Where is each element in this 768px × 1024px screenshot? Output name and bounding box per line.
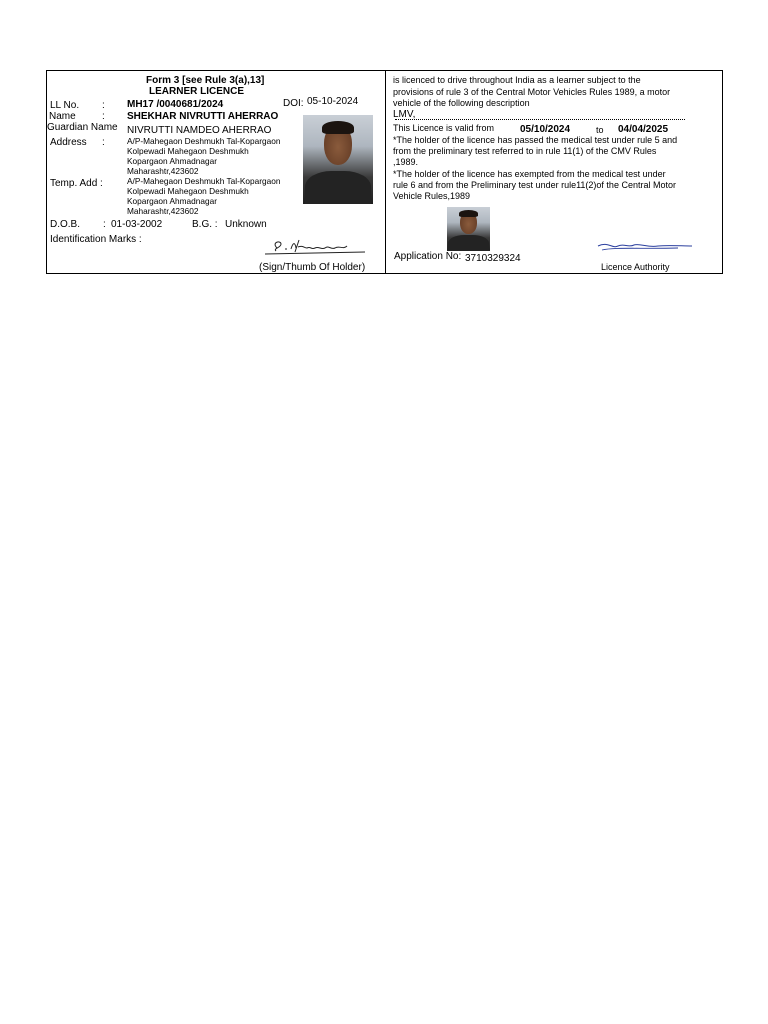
- sign-caption: (Sign/Thumb Of Holder): [259, 262, 366, 273]
- application-no-label: Application No:: [394, 251, 462, 262]
- doi-label: DOI:: [283, 98, 304, 109]
- note1-line: *The holder of the licence has passed the medical test under rule 5 and: [393, 135, 678, 145]
- temp-address-label: Temp. Add :: [50, 178, 103, 189]
- name-colon: :: [102, 111, 105, 122]
- licence-text-line: vehicle of the following description: [393, 98, 530, 108]
- guardian-label: Guardian Name: [47, 122, 118, 133]
- learner-licence-card: [46, 70, 723, 274]
- address-line: Kolpewadi Mahegaon Deshmukh: [127, 146, 249, 156]
- holder-signature: [259, 236, 371, 258]
- valid-to: 04/04/2025: [618, 124, 669, 135]
- valid-to-label: to: [596, 125, 604, 135]
- ll-no-label: LL No.: [50, 100, 80, 111]
- note2-line: *The holder of the licence has exempted from the medical test under: [393, 169, 666, 179]
- note1-line: ,1989.: [393, 157, 419, 167]
- temp-address-line: Kopargaon Ahmadnagar: [127, 196, 217, 206]
- guardian-value: NIVRUTTI NAMDEO AHERRAO: [127, 125, 272, 136]
- valid-from: 05/10/2024: [520, 124, 571, 135]
- valid-label: This Licence is valid from: [393, 123, 495, 133]
- note2-line: Vehicle Rules,1989: [393, 191, 471, 201]
- card-divider: [385, 71, 386, 273]
- authority-signature: [582, 237, 707, 257]
- ll-no-colon: :: [102, 100, 105, 111]
- form-subtitle: LEARNER LICENCE: [149, 86, 245, 97]
- doi-value: 05-10-2024: [307, 96, 359, 107]
- temp-address-line: Maharashtr,423602: [127, 206, 199, 216]
- name-value: SHEKHAR NIVRUTTI AHERRAO: [127, 111, 279, 122]
- dob-label: D.O.B.: [50, 219, 81, 230]
- dob-value: 01-03-2002: [111, 219, 163, 230]
- dob-colon: :: [103, 219, 106, 230]
- licence-authority-label: Licence Authority: [601, 262, 670, 272]
- identification-marks-label: Identification Marks :: [50, 234, 142, 245]
- dotted-separator: [395, 119, 685, 120]
- note2-line: rule 6 and from the Preliminary test under rule11(2)of the Central Motor: [393, 180, 676, 190]
- address-line: A/P-Mahegaon Deshmukh Tal-Kopargaon: [127, 136, 281, 146]
- temp-address-line: A/P-Mahegaon Deshmukh Tal-Kopargaon: [127, 176, 281, 186]
- vehicle-class: LMV,: [393, 109, 416, 120]
- address-line: Kopargaon Ahmadnagar: [127, 156, 217, 166]
- address-colon: :: [102, 137, 105, 148]
- licence-text-line: is licenced to drive throughout India as a learner subject to the: [393, 75, 641, 85]
- holder-photo-small: [447, 207, 490, 251]
- address-label: Address: [50, 137, 87, 148]
- note1-line: from the preliminary test referred to in rule 11(1) of the CMV Rules: [393, 146, 657, 156]
- blood-group-label: B.G. :: [192, 219, 218, 230]
- licence-text-line: provisions of rule 3 of the Central Motor Vehicles Rules 1989, a motor: [393, 87, 671, 97]
- application-no-value: 3710329324: [465, 253, 521, 264]
- holder-photo: [303, 115, 373, 204]
- temp-address-line: Kolpewadi Mahegaon Deshmukh: [127, 186, 249, 196]
- ll-no-value: MH17 /0040681/2024: [127, 99, 224, 110]
- name-label: Name: [49, 111, 76, 122]
- form-title: Form 3 [see Rule 3(a),13]: [146, 75, 265, 86]
- address-line: Maharashtr,423602: [127, 166, 199, 176]
- blood-group-value: Unknown: [225, 219, 267, 230]
